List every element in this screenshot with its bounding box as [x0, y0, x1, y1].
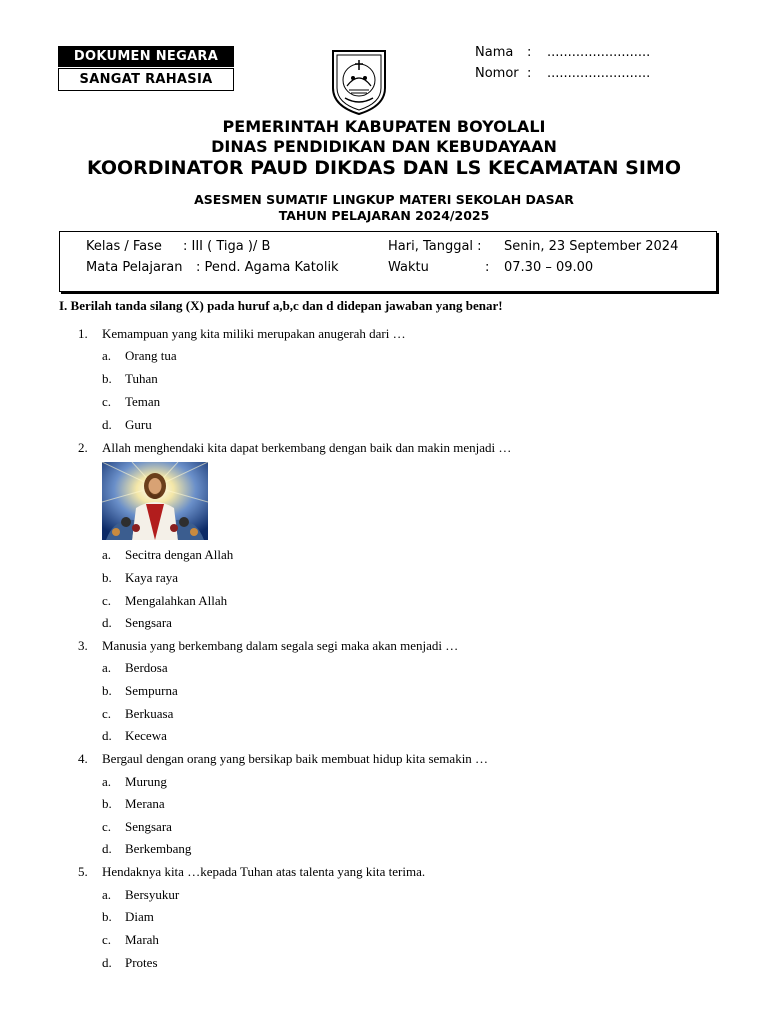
section-instruction: I. Berilah tanda silang (X) pada huruf a,b,c dan d didepan jawaban yang benar!: [59, 298, 503, 313]
option-text: Secitra dengan Allah: [125, 547, 234, 562]
option-text: Merana: [125, 796, 165, 811]
question-text: Bergaul dengan orang yang bersikap baik membuat hidup kita semakin …: [102, 751, 489, 766]
option-text: Protes: [125, 955, 158, 970]
option-text: Mengalahkan Allah: [125, 593, 228, 608]
option-1b[interactable]: [102, 371, 158, 387]
name-blank: .........................: [547, 45, 651, 60]
option-letter: d.: [102, 728, 112, 743]
option-letter: a.: [102, 774, 112, 789]
option-letter: a.: [102, 348, 112, 363]
option-letter: c.: [102, 819, 112, 834]
option-text: Bersyukur: [125, 887, 180, 902]
option-text: Kaya raya: [125, 570, 179, 585]
date-value: Senin, 23 September 2024: [504, 239, 679, 254]
option-2c[interactable]: [102, 593, 227, 609]
government-title: PEMERINTAH KABUPATEN BOYOLALI: [222, 117, 546, 136]
option-letter: c.: [102, 394, 112, 409]
option-text: Sengsara: [125, 615, 172, 630]
option-3b[interactable]: [102, 683, 178, 699]
option-3c[interactable]: [102, 706, 173, 722]
option-letter: c.: [102, 932, 112, 947]
assessment-title: ASESMEN SUMATIF LINGKUP MATERI SEKOLAH DASAR: [194, 192, 574, 207]
option-letter: b.: [102, 683, 112, 698]
option-4a[interactable]: [102, 774, 167, 790]
subject-label: Mata Pelajaran: [86, 260, 183, 275]
option-2a[interactable]: [102, 547, 233, 563]
option-letter: a.: [102, 660, 112, 675]
question-number: 2.: [78, 440, 88, 455]
question-text: Allah menghendaki kita dapat berkembang dengan baik dan makin menjadi …: [102, 440, 512, 455]
question-3: [78, 638, 458, 654]
number-blank: .........................: [547, 66, 651, 81]
option-2b[interactable]: [102, 570, 178, 586]
option-4b[interactable]: [102, 796, 165, 812]
question-number: 1.: [78, 326, 88, 341]
option-2d[interactable]: [102, 615, 172, 631]
option-text: Tuhan: [125, 371, 158, 386]
option-letter: a.: [102, 887, 112, 902]
option-1d[interactable]: [102, 417, 152, 433]
option-text: Orang tua: [125, 348, 177, 363]
option-text: Murung: [125, 774, 167, 789]
option-letter: b.: [102, 909, 112, 924]
number-colon: :: [527, 66, 532, 81]
question-number: 4.: [78, 751, 88, 766]
option-text: Diam: [125, 909, 154, 924]
class-label: Kelas / Fase: [86, 239, 162, 254]
option-3a[interactable]: [102, 660, 168, 676]
question-text: Manusia yang berkembang dalam segala segi maka akan menjadi …: [102, 638, 459, 653]
subject-value: : Pend. Agama Katolik: [196, 260, 339, 275]
question-4: [78, 751, 488, 767]
jesus-illustration-image: [102, 462, 208, 540]
class-value: : III ( Tiga )/ B: [183, 239, 271, 254]
time-label: Waktu: [388, 260, 429, 275]
option-letter: b.: [102, 371, 112, 386]
option-text: Kecewa: [125, 728, 167, 743]
name-colon: :: [527, 45, 532, 60]
question-number: 3.: [78, 638, 88, 653]
department-title: DINAS PENDIDIKAN DAN KEBUDAYAAN: [211, 137, 557, 156]
option-text: Guru: [125, 417, 152, 432]
regency-emblem-icon: [329, 48, 389, 116]
question-5: [78, 864, 425, 880]
option-text: Berdosa: [125, 660, 168, 675]
option-letter: d.: [102, 615, 112, 630]
option-letter: c.: [102, 593, 112, 608]
option-letter: c.: [102, 706, 112, 721]
question-text: Kemampuan yang kita miliki merupakan anugerah dari …: [102, 326, 406, 341]
question-2: [78, 440, 511, 456]
option-text: Berkuasa: [125, 706, 174, 721]
option-5d[interactable]: [102, 955, 158, 971]
number-label: Nomor: [475, 66, 519, 81]
option-1a[interactable]: [102, 348, 177, 364]
time-value: 07.30 – 09.00: [504, 260, 594, 275]
option-letter: a.: [102, 547, 112, 562]
option-3d[interactable]: [102, 728, 167, 744]
option-4d[interactable]: [102, 841, 191, 857]
name-label: Nama: [475, 45, 514, 60]
option-letter: d.: [102, 955, 112, 970]
coordinator-title: KOORDINATOR PAUD DIKDAS DAN LS KECAMATAN SIMO: [87, 157, 681, 179]
school-year-title: TAHUN PELAJARAN 2024/2025: [278, 208, 490, 223]
option-text: Sengsara: [125, 819, 172, 834]
option-text: Sempurna: [125, 683, 178, 698]
option-text: Marah: [125, 932, 159, 947]
option-5c[interactable]: [102, 932, 159, 948]
option-letter: d.: [102, 417, 112, 432]
option-text: Teman: [125, 394, 161, 409]
option-4c[interactable]: [102, 819, 172, 835]
option-5a[interactable]: [102, 887, 179, 903]
secrecy-label: SANGAT RAHASIA: [58, 68, 234, 91]
question-1: [78, 326, 406, 342]
question-number: 5.: [78, 864, 88, 879]
option-letter: b.: [102, 796, 112, 811]
option-5b[interactable]: [102, 909, 154, 925]
option-letter: d.: [102, 841, 112, 856]
option-1c[interactable]: [102, 394, 160, 410]
student-number-field: [475, 66, 650, 81]
question-text: Hendaknya kita …kepada Tuhan atas talenta yang kita terima.: [102, 864, 426, 879]
option-letter: b.: [102, 570, 112, 585]
document-classification-label: DOKUMEN NEGARA: [58, 46, 234, 67]
date-label: Hari, Tanggal :: [388, 239, 482, 254]
option-text: Berkembang: [125, 841, 192, 856]
student-name-field: [475, 45, 650, 60]
time-colon: :: [485, 260, 490, 275]
